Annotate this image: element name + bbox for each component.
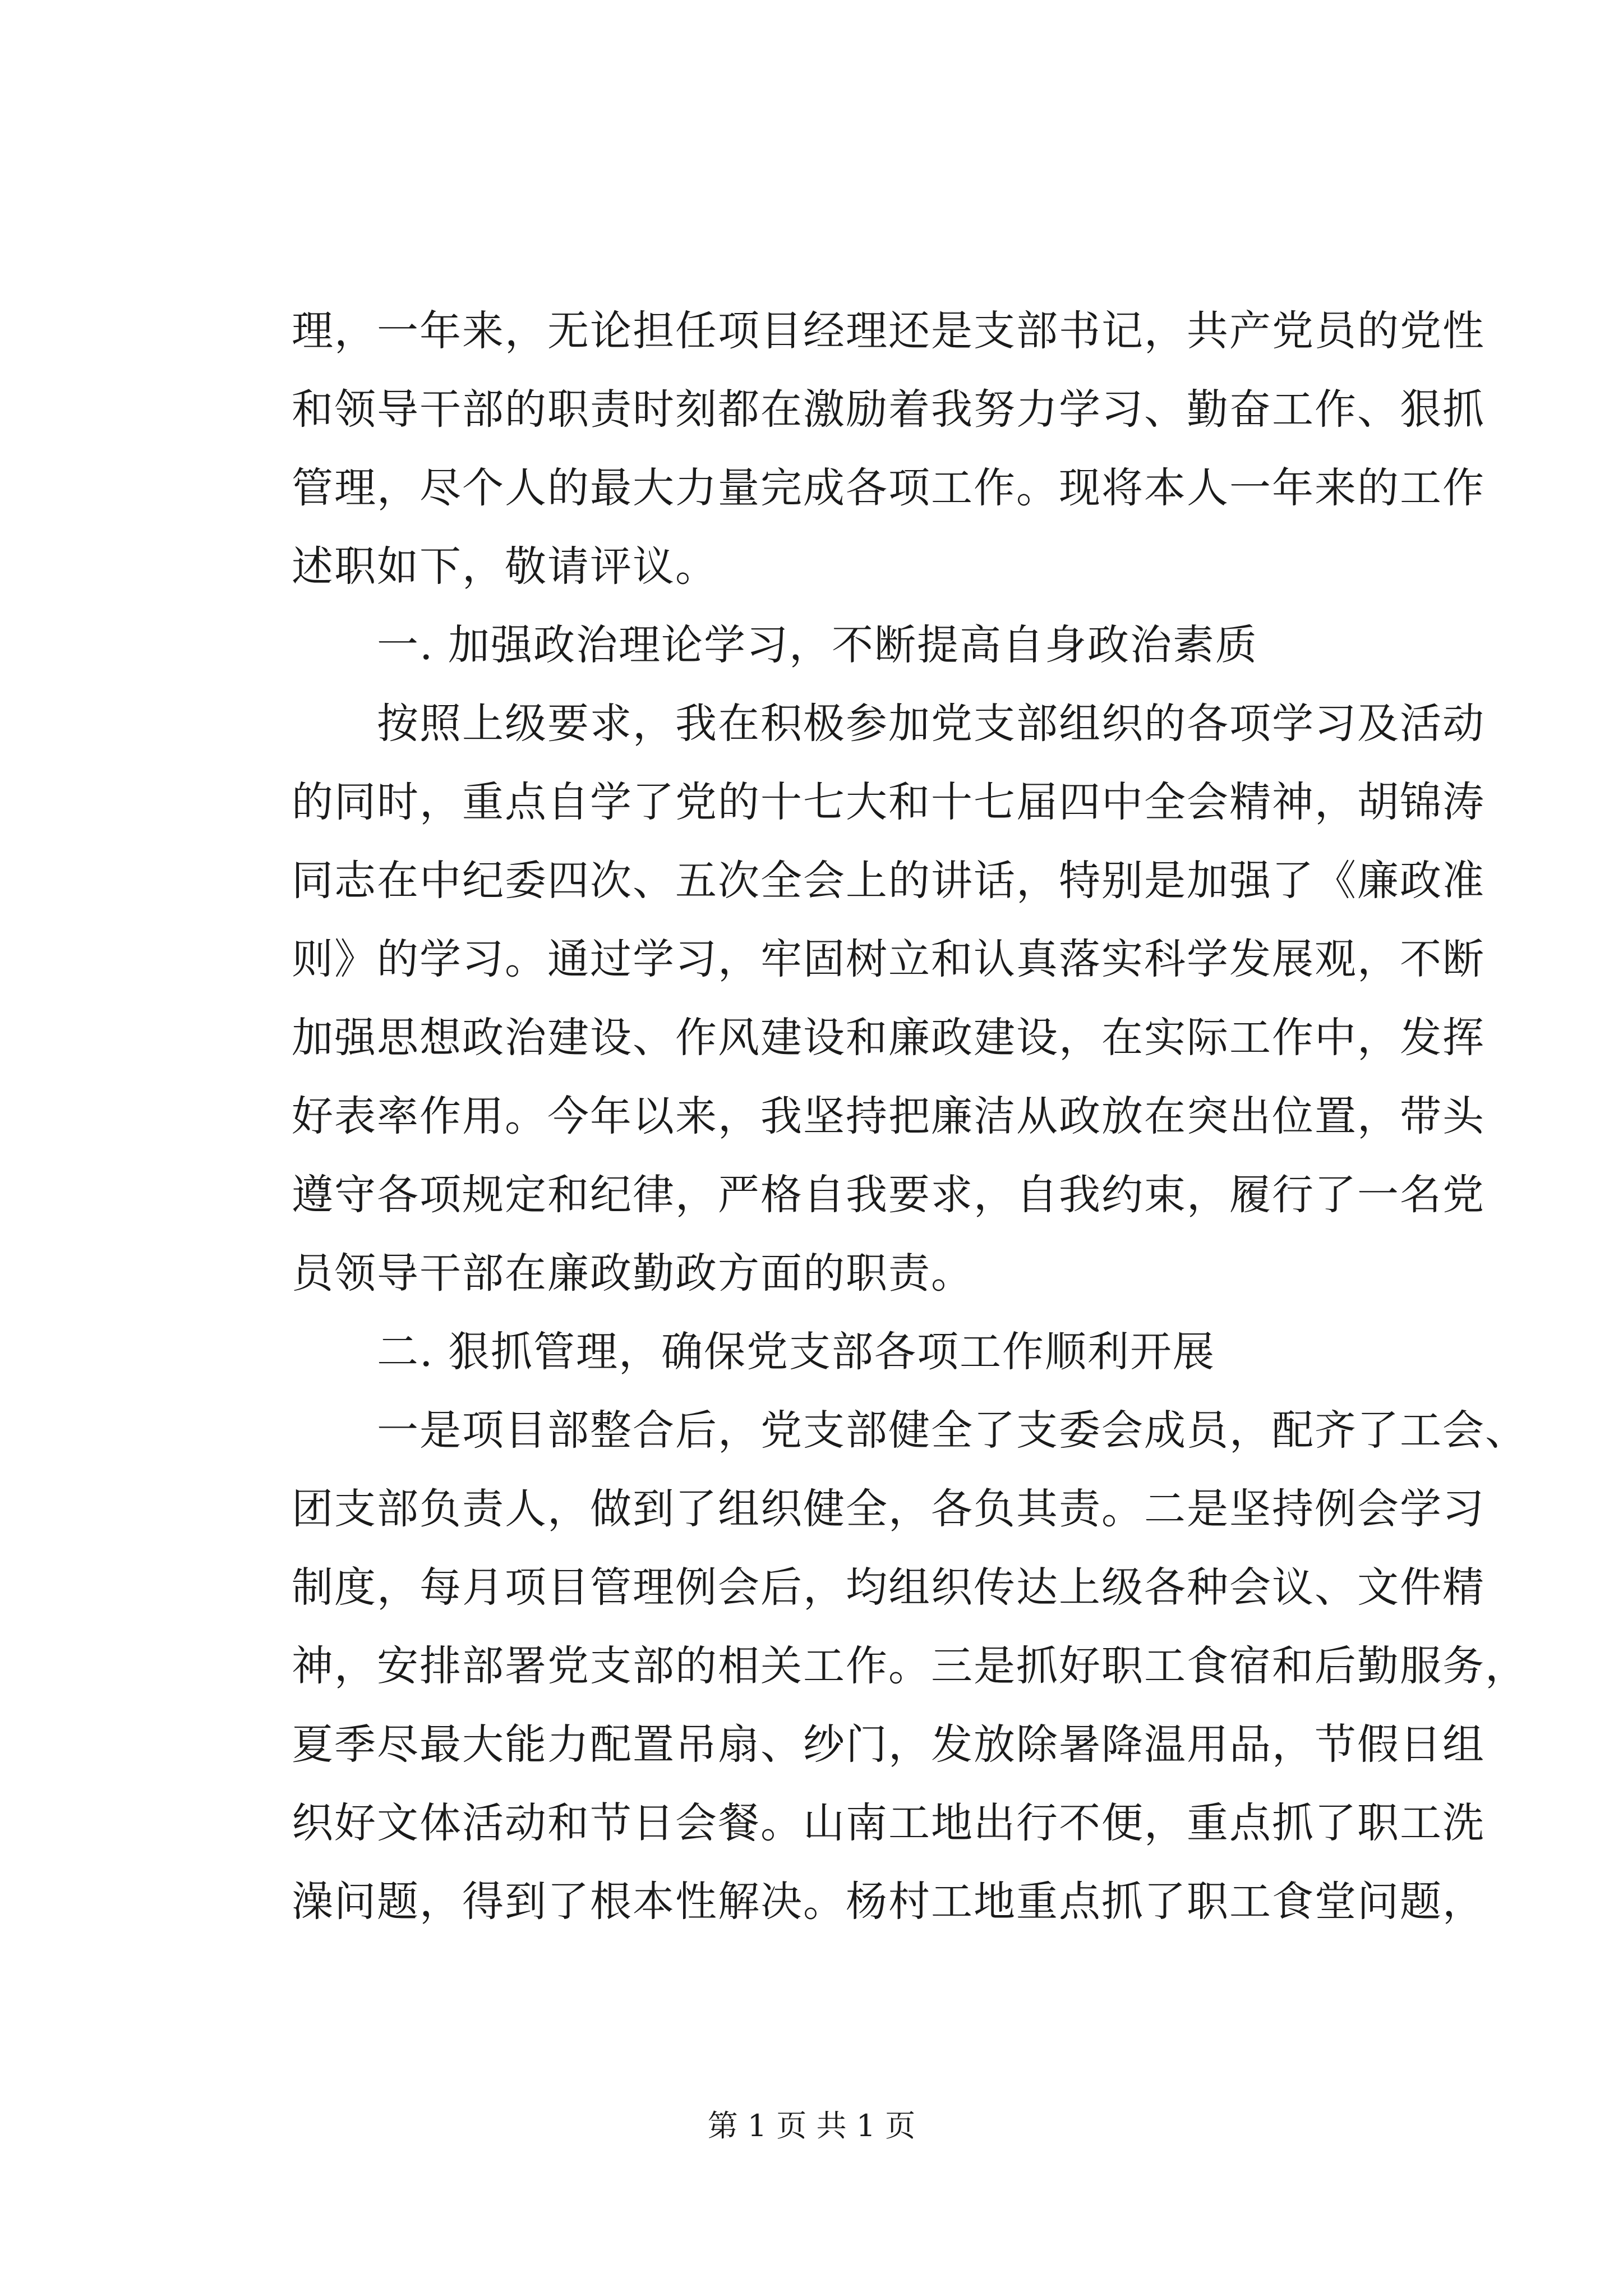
text-line: 一是项目部整合后，党支部健全了支委会成员，配齐了工会、 — [292, 1406, 1528, 1455]
text-line: 则》的学习。通过学习，牢固树立和认真落实科学发展观，不断 — [292, 935, 1485, 983]
text-line: 的同时，重点自学了党的十七大和十七届四中全会精神，胡锦涛 — [292, 778, 1485, 826]
text-line: 理，一年来，无论担任项目经理还是支部书记，共产党员的党性 — [292, 307, 1485, 355]
text-line: 澡问题，得到了根本性解决。杨村工地重点抓了职工食堂问题， — [292, 1878, 1485, 1926]
page-footer: 第 1 页 共 1 页 — [707, 2108, 916, 2143]
text-line: 员领导干部在廉政勤政方面的职责。 — [292, 1249, 974, 1297]
text-line: 同志在中纪委四次、五次全会上的讲话，特别是加强了《廉政准 — [292, 857, 1485, 905]
text-line: 织好文体活动和节日会餐。山南工地出行不便，重点抓了职工洗 — [292, 1799, 1485, 1847]
section-heading: 二. 狠抓管理，确保党支部各项工作顺利开展 — [292, 1328, 1216, 1376]
text-line: 管理，尽个人的最大力量完成各项工作。现将本人一年来的工作 — [292, 464, 1485, 512]
section-heading: 一. 加强政治理论学习，不断提高自身政治素质 — [292, 621, 1258, 669]
text-line: 和领导干部的职责时刻都在激励着我努力学习、勤奋工作、狠抓 — [292, 385, 1485, 434]
text-line: 遵守各项规定和纪律，严格自我要求，自我约束，履行了一名党 — [292, 1171, 1485, 1219]
text-line: 夏季尽最大能力配置吊扇、纱门，发放除暑降温用品，节假日组 — [292, 1720, 1485, 1769]
text-line: 述职如下，敬请评议。 — [292, 542, 718, 591]
text-line: 制度，每月项目管理例会后，均组织传达上级各种会议、文件精 — [292, 1563, 1485, 1612]
text-line: 加强思想政治建设、作风建设和廉政建设，在实际工作中，发挥 — [292, 1014, 1485, 1062]
text-line: 神，安排部署党支部的相关工作。三是抓好职工食宿和后勤服务， — [292, 1642, 1528, 1690]
text-line: 好表率作用。今年以来，我坚持把廉洁从政放在突出位置，带头 — [292, 1092, 1485, 1140]
text-line: 团支部负责人，做到了组织健全，各负其责。二是坚持例会学习 — [292, 1485, 1485, 1533]
text-line: 按照上级要求，我在积极参加党支部组织的各项学习及活动 — [292, 700, 1485, 748]
